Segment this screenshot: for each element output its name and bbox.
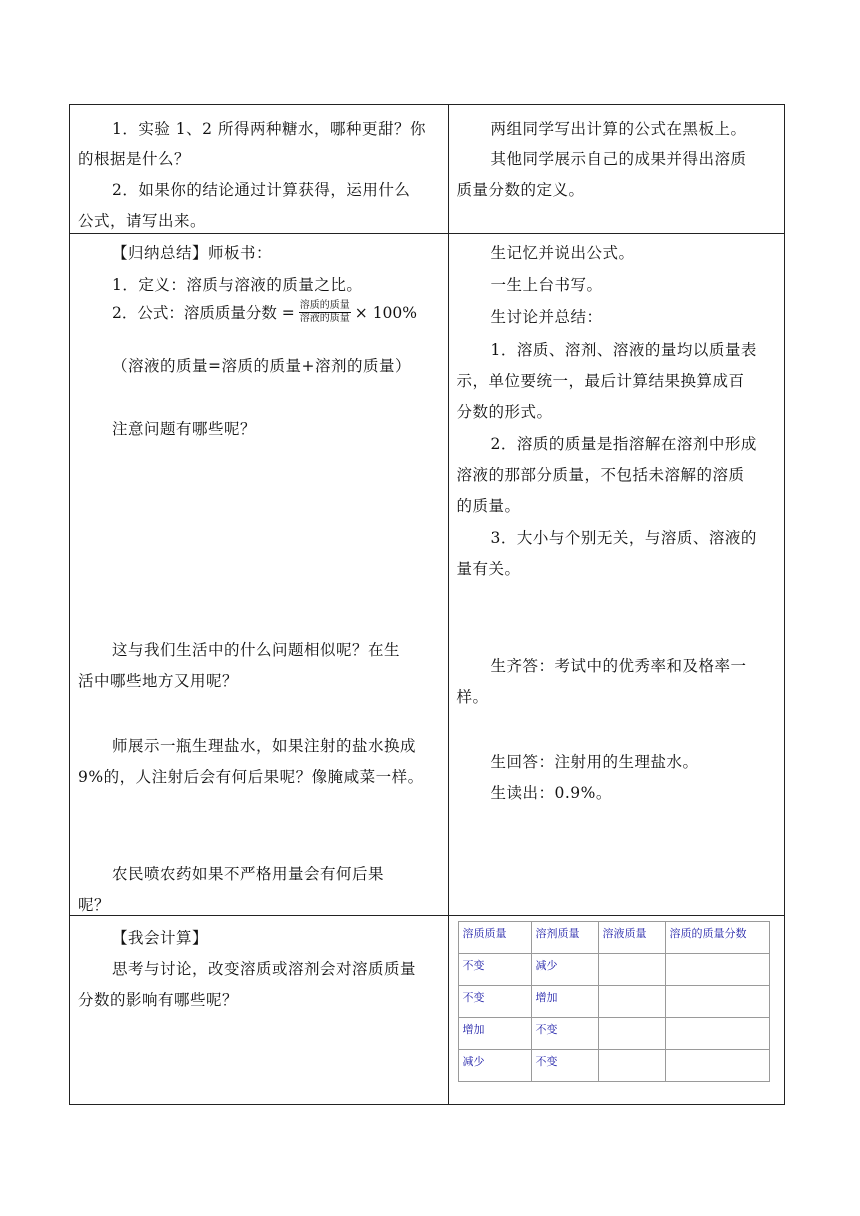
- table-header-row: [458, 922, 769, 954]
- definition-text: 1．定义：溶质与溶液的质量之比。: [112, 276, 363, 294]
- table-cell: [598, 954, 665, 986]
- calc-heading: 【我会计算】: [112, 929, 209, 947]
- answer-text: 样。: [456, 688, 489, 706]
- question-text: 这与我们生活中的什么问题相似呢？在生: [112, 641, 401, 659]
- question-text: 师展示一瓶生理盐水，如果注射的盐水换成: [112, 737, 417, 755]
- table-row: [458, 986, 769, 1018]
- answer-text: 示，单位要统一，最后计算结果换算成百: [456, 372, 745, 390]
- answer-text: 量有关。: [456, 560, 521, 578]
- table-cell: [665, 1050, 769, 1082]
- row1-right-line: 其他同学展示自己的成果并得出溶质: [490, 150, 747, 168]
- answer-text: 3．大小与个别无关，与溶质、溶液的: [490, 529, 757, 547]
- table-cell: [665, 986, 769, 1018]
- question-text: 呢？: [78, 896, 111, 914]
- table-row: [70, 916, 785, 1105]
- lesson-table: [69, 104, 785, 1105]
- column-header: 溶质质量: [458, 922, 531, 954]
- formula-tail: × 100%: [354, 303, 418, 322]
- table-cell: 增加: [531, 986, 598, 1018]
- row3-left-cell: [70, 916, 449, 1105]
- answer-text: 1．溶质、溶剂、溶液的量均以质量表: [490, 341, 757, 359]
- row1-right-line: 质量分数的定义。: [456, 181, 585, 199]
- formula-fraction: [299, 300, 351, 325]
- formula-label: 2．公式：溶质质量分数 =: [112, 303, 295, 322]
- row1-right-cell: [448, 105, 784, 234]
- table-cell: 增加: [458, 1018, 531, 1050]
- row2-right-cell: [448, 234, 784, 916]
- row1-left-line: 2．如果你的结论通过计算获得，运用什么: [112, 181, 411, 199]
- answer-text: 分数的形式。: [456, 403, 553, 421]
- table-cell: 不变: [531, 1018, 598, 1050]
- summary-heading: 【归纳总结】师板书：: [112, 244, 273, 262]
- table-cell: 减少: [531, 954, 598, 986]
- table-cell: [598, 1018, 665, 1050]
- row1-left-line: 的根据是什么？: [78, 150, 191, 168]
- question-text: 农民喷农药如果不严格用量会有何后果: [112, 865, 385, 883]
- answer-text: 生齐答：考试中的优秀率和及格率一: [490, 657, 747, 675]
- table-cell: [665, 954, 769, 986]
- row1-left-line: 1．实验 1、2 所得两种糖水，哪种更甜？你: [112, 120, 426, 138]
- row1-left-cell: [70, 105, 449, 234]
- answer-text: 的质量。: [456, 497, 521, 515]
- formula-numerator: 溶质的质量: [299, 300, 350, 311]
- table-cell: [598, 986, 665, 1018]
- mass-fraction-table: [458, 921, 770, 1082]
- table-row: [458, 954, 769, 986]
- question-text: 9%的，人注射后会有何后果呢？像腌咸菜一样。: [78, 768, 424, 786]
- table-cell: 不变: [531, 1050, 598, 1082]
- answer-text: 生回答：注射用的生理盐水。: [490, 753, 699, 771]
- column-header: 溶质的质量分数: [665, 922, 769, 954]
- calc-text: 分数的影响有哪些呢？: [78, 991, 239, 1009]
- table-row: [70, 234, 785, 916]
- table-cell: [598, 1050, 665, 1082]
- table-cell: 减少: [458, 1050, 531, 1082]
- table-cell: 不变: [458, 954, 531, 986]
- row3-right-cell: [448, 916, 784, 1105]
- row1-right-line: 两组同学写出计算的公式在黑板上。: [490, 120, 747, 138]
- answer-text: 生讨论并总结：: [490, 308, 603, 326]
- table-row: [458, 1050, 769, 1082]
- column-header: 溶液质量: [598, 922, 665, 954]
- question-text: 活中哪些地方又用呢？: [78, 672, 239, 690]
- formula: [112, 300, 417, 325]
- answer-text: 生记忆并说出公式。: [490, 244, 635, 262]
- question-text: 注意问题有哪些呢？: [112, 420, 257, 438]
- column-header: 溶剂质量: [531, 922, 598, 954]
- table-row: [70, 105, 785, 234]
- calc-text: 思考与讨论，改变溶质或溶剂会对溶质质量: [112, 960, 417, 978]
- answer-text: 生读出：0.9%。: [490, 784, 612, 802]
- row1-left-line: 公式，请写出来。: [78, 212, 207, 230]
- formula-denominator: 溶液的质量: [299, 313, 350, 324]
- row2-left-cell: [70, 234, 449, 916]
- answer-text: 2．溶质的质量是指溶解在溶剂中形成: [490, 435, 757, 453]
- table-cell: 不变: [458, 986, 531, 1018]
- answer-text: 一生上台书写。: [490, 276, 603, 294]
- answer-text: 溶液的那部分质量，不包括未溶解的溶质: [456, 466, 745, 484]
- formula-note: （溶液的质量=溶质的质量+溶剂的质量）: [112, 357, 411, 375]
- table-cell: [665, 1018, 769, 1050]
- table-row: [458, 1018, 769, 1050]
